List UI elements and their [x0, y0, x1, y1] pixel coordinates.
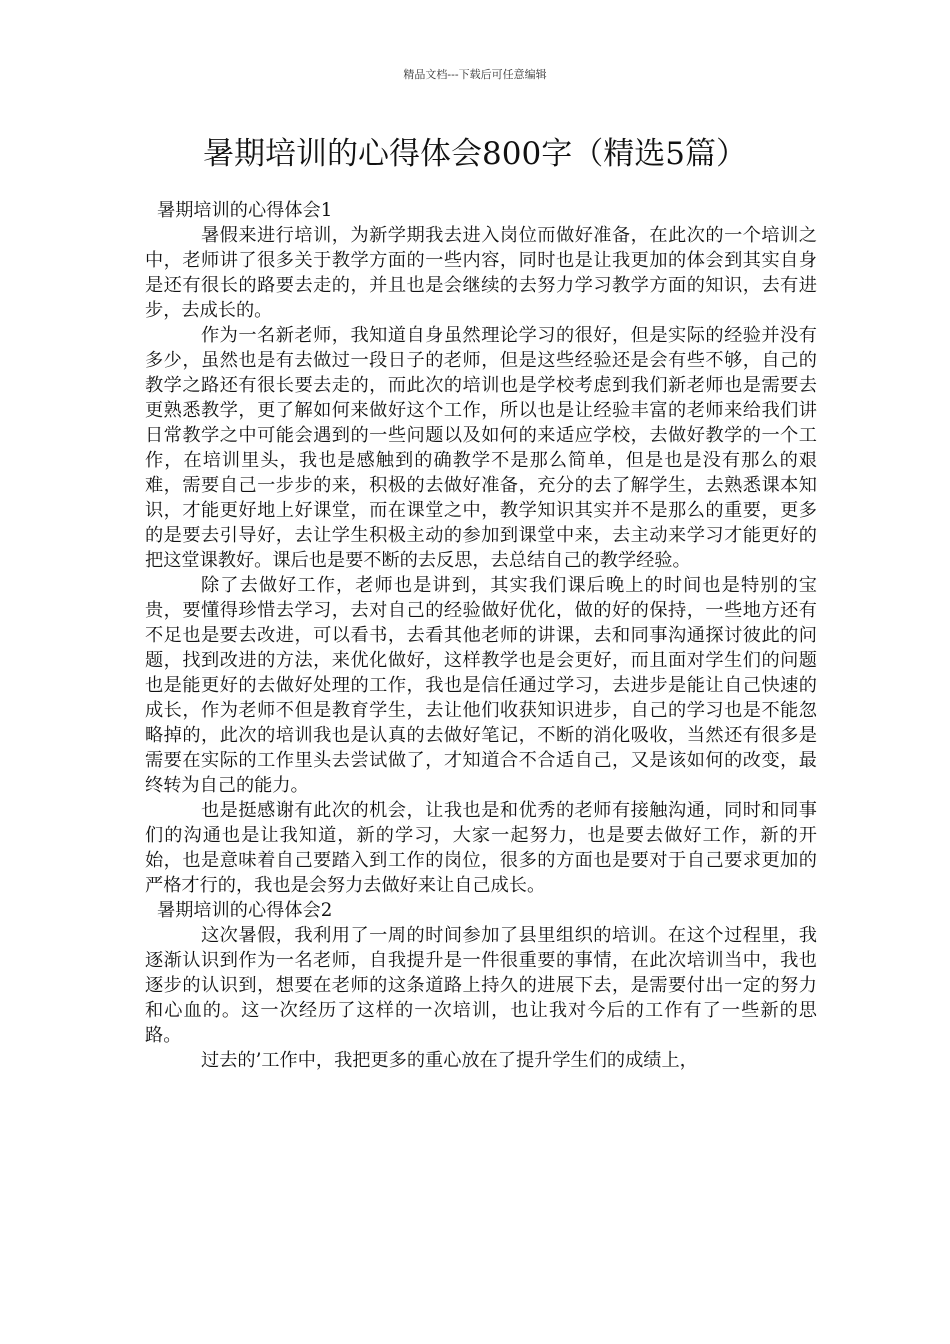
paragraph: 过去的’工作中，我把更多的重心放在了提升学生们的成绩上，	[201, 1050, 698, 1071]
paragraph: 暑假来进行培训，为新学期我去进入岗位而做好准备，在此次的一个培训之中，老师讲了很多关于教学方面的一些内容，同时也是让我更加的体会到其实自身是还有很长的路要去走的，并且也是会继续的去努力学习教学方面的知识，去有进步，去成长的。	[145, 225, 817, 321]
section-heading: 暑期培训的心得体会1	[157, 200, 333, 221]
document-title: 暑期培训的心得体会800字（精选5篇）	[203, 136, 747, 172]
paragraph: 这次暑假，我利用了一周的时间参加了县里组织的培训。在这个过程里，我逐渐认识到作为一名老师，自我提升是一件很重要的事情，在此次培训当中，我也逐步的认识到，想要在老师的这条道路上持久的进展下去，是需要付出一定的努力和心血的。这一次经历了这样的一次培训，也让我对今后的工作有了一些新的思路。	[145, 925, 817, 1046]
header-note: 精品文档---下载后可任意编辑	[403, 68, 547, 81]
paragraph: 除了去做好工作，老师也是讲到，其实我们课后晚上的时间也是特别的宝贵，要懂得珍惜去学习，去对自己的经验做好优化，做的好的保持，一些地方还有不足也是要去改进，可以看书，去看其他老师的讲课，去和同事沟通探讨彼此的问题，找到改进的方法，来优化做好，这样教学也是会更好，而且面对学生们的问题也是能更好的去做好处理的工作，我也是信任通过学习，去进步是能让自己快速的成长，作为老师不但是教育学生，去让他们收获知识进步，自己的学习也是不能忽略掉的，此次的培训我也是认真的去做好笔记，不断的消化吸收，当然还有很多是需要在实际的工作里头去尝试做了，才知道合不合适自己，又是该如何的改变，最终转为自己的能力。	[145, 575, 817, 796]
section-heading: 暑期培训的心得体会2	[157, 900, 333, 921]
paragraph: 也是挺感谢有此次的机会，让我也是和优秀的老师有接触沟通，同时和同事们的沟通也是让我知道，新的学习，大家一起努力，也是要去做好工作，新的开始，也是意味着自己要踏入到工作的岗位，很多的方面也是要对于自己要求更加的严格才行的，我也是会努力去做好来让自己成长。	[145, 800, 817, 896]
paragraph: 作为一名新老师，我知道自身虽然理论学习的很好，但是实际的经验并没有多少，虽然也是有去做过一段日子的老师，但是这些经验还是会有些不够，自己的教学之路还有很长要去走的，而此次的培训也是学校考虑到我们新老师也是需要去更熟悉教学，更了解如何来做好这个工作，所以也是让经验丰富的老师来给我们讲日常教学之中可能会遇到的一些问题以及如何的来适应学校，去做好教学的一个工作，在培训里头，我也是感触到的确教学不是那么简单，但是也是没有那么的艰难，需要自己一步步的来，积极的去做好准备，充分的去了解学生，去熟悉课本知识，才能更好地上好课堂，而在课堂之中，教学知识其实并不是那么的重要，更多的是要去引导好，去让学生积极主动的参加到课堂中来，去主动来学习才能更好的把这堂课教好。课后也是要不断的去反思，去总结自己的教学经验。	[145, 325, 817, 571]
document-body	[145, 198, 817, 1073]
